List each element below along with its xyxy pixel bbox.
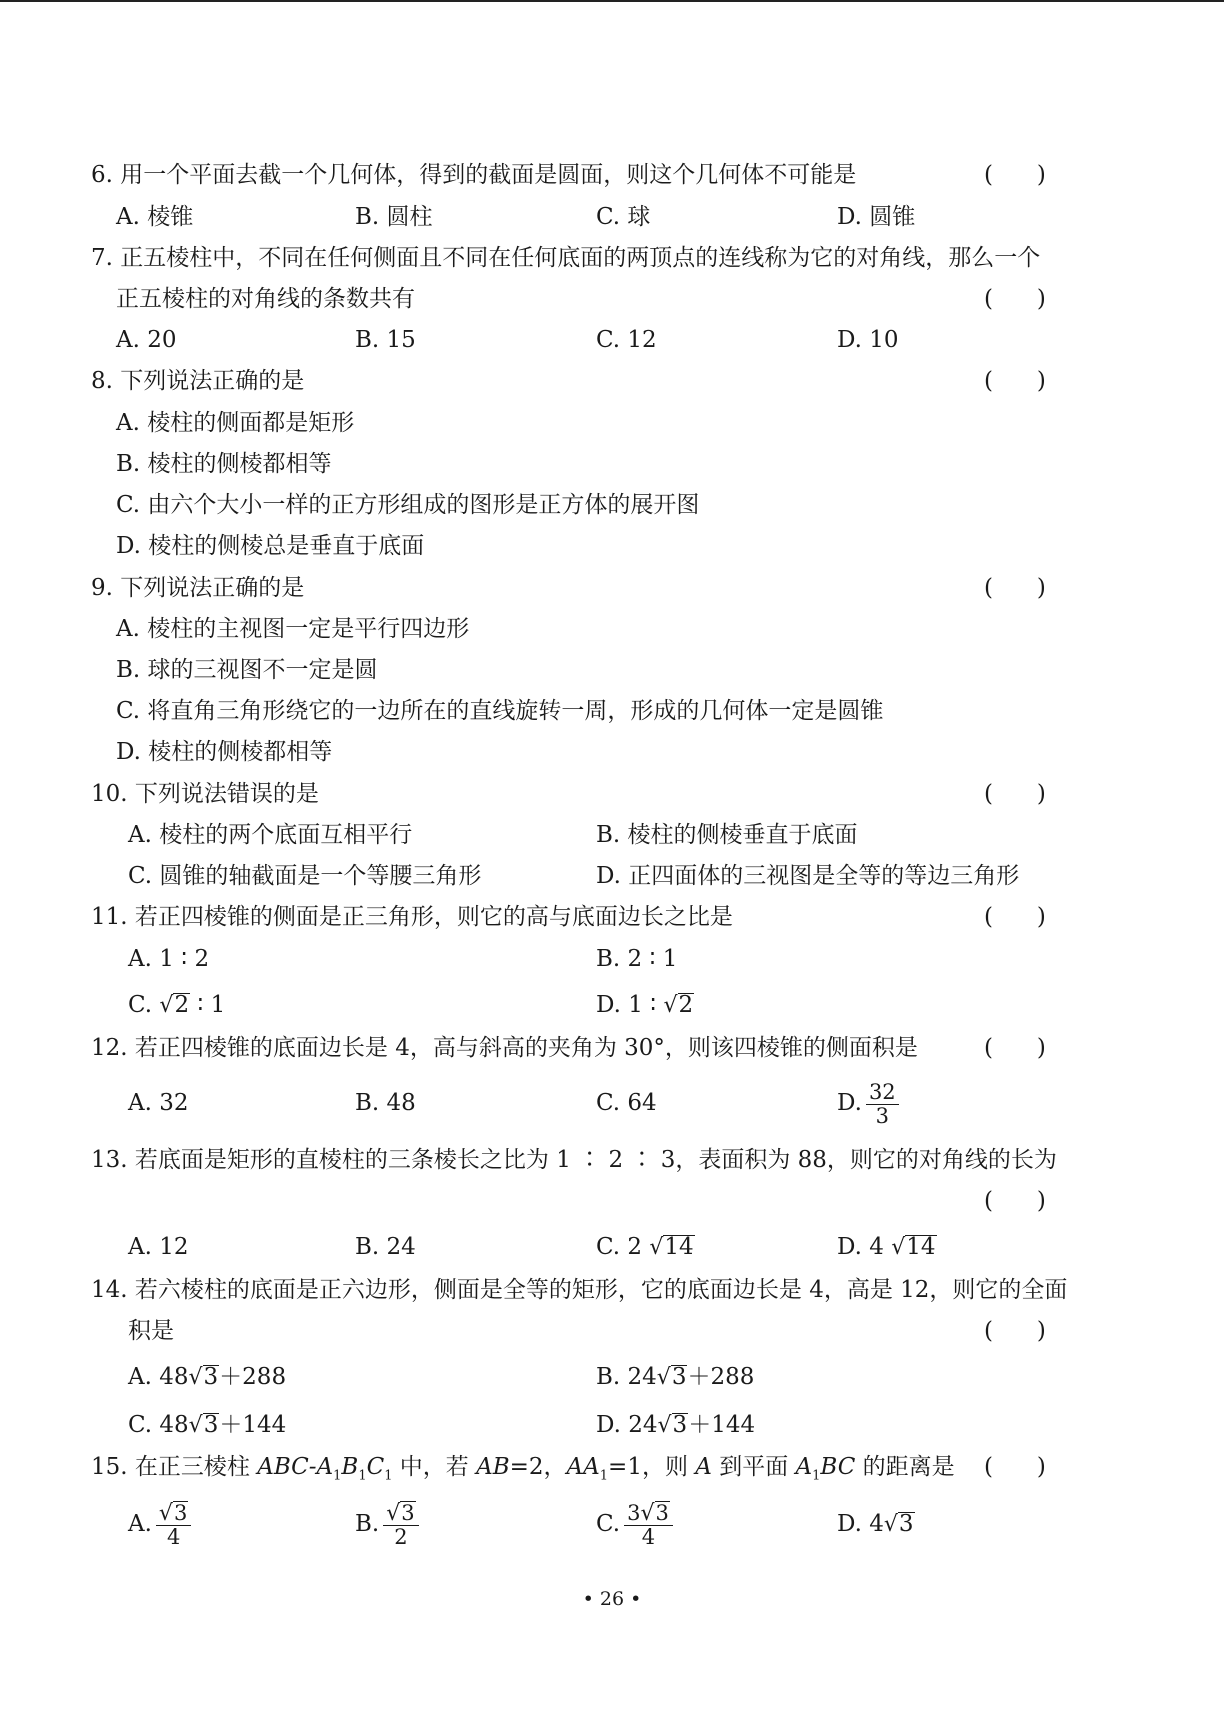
q15-b-label: B. xyxy=(355,1511,380,1537)
q15-b-denominator: 2 xyxy=(394,1525,408,1549)
q10-option-d: D. 正四面体的三视图是全等的等边三角形 xyxy=(596,863,1020,889)
q6-option-c: C. 球 xyxy=(596,204,651,230)
q15-prism-c: C xyxy=(366,1454,385,1480)
q14-b-radicand: 3 xyxy=(671,1364,687,1390)
q15-plane-bc: BC xyxy=(820,1454,856,1480)
q11-d-radicand: 2 xyxy=(678,992,694,1018)
q11-option-b: B. 2 ∶ 1 xyxy=(596,946,678,972)
q11-option-a: A. 1 ∶ 2 xyxy=(128,946,210,972)
q14-c-tail: ＋144 xyxy=(219,1412,287,1438)
q14-a-radicand: 3 xyxy=(203,1364,219,1390)
q15-a-label: A. xyxy=(128,1511,152,1537)
q15-option-a xyxy=(128,1496,191,1552)
q15-point-a: A xyxy=(695,1454,712,1480)
q9-answer-paren: ( ) xyxy=(984,575,1046,601)
q13-option-a: A. 12 xyxy=(128,1234,189,1260)
q15-ab: AB xyxy=(476,1454,510,1480)
q11-c-tail: ∶ 1 xyxy=(190,992,226,1018)
q12-d-label: D. xyxy=(837,1090,862,1116)
q6-option-d: D. 圆锥 xyxy=(837,204,916,230)
q15-a-fraction xyxy=(156,1501,191,1549)
q14-option-a xyxy=(128,1362,286,1393)
q15-prism-abc: ABC-A xyxy=(257,1454,334,1480)
q15-c-radicand: 3 xyxy=(655,1501,669,1525)
q15-text: 中，若 xyxy=(392,1454,477,1480)
page-number: • 26 • xyxy=(582,1588,642,1610)
q14-option-c xyxy=(128,1410,286,1441)
q7-option-c: C. 12 xyxy=(596,327,657,353)
q10-option-c: C. 圆锥的轴截面是一个等腰三角形 xyxy=(128,863,482,889)
q14-b-label: B. 24 xyxy=(596,1364,657,1390)
q12-stem: 12. 若正四棱锥的底面边长是 4，高与斜高的夹角为 30°，则该四棱锥的侧面积是 xyxy=(91,1035,918,1061)
q12-option-c: C. 64 xyxy=(596,1090,657,1116)
q15-option-b xyxy=(355,1496,419,1552)
q8-option-d: D. 棱柱的侧棱总是垂直于底面 xyxy=(116,533,425,559)
sqrt-symbol: √ xyxy=(891,1235,906,1260)
q15-prism-b: B xyxy=(341,1454,359,1480)
q14-stem-line2: 积是 xyxy=(128,1318,174,1344)
q15-text: =2， xyxy=(509,1454,567,1480)
q13-option-b: B. 24 xyxy=(355,1234,416,1260)
q10-option-b: B. 棱柱的侧棱垂直于底面 xyxy=(596,822,858,848)
q15-sub: 1 xyxy=(812,1468,821,1484)
q11-c-radicand: 2 xyxy=(174,992,190,1018)
q11-option-d xyxy=(596,990,694,1021)
q14-c-label: C. 48 xyxy=(128,1412,189,1438)
sqrt-symbol: √ xyxy=(188,1413,203,1438)
q7-option-b: B. 15 xyxy=(355,327,416,353)
q10-option-a: A. 棱柱的两个底面互相平行 xyxy=(128,822,413,848)
q15-prefix: 15. 在正三棱柱 xyxy=(91,1454,258,1480)
q10-answer-paren: ( ) xyxy=(984,781,1046,807)
q11-stem: 11. 若正四棱锥的侧面是正三角形，则它的高与底面边长之比是 xyxy=(91,904,733,930)
q14-d-label: D. 24 xyxy=(596,1412,658,1438)
sqrt-symbol: √ xyxy=(649,1235,664,1260)
q12-d-fraction xyxy=(866,1081,899,1128)
q6-option-a: A. 棱锥 xyxy=(116,204,194,230)
q15-plane-a: A xyxy=(795,1454,813,1480)
sqrt-symbol: √ xyxy=(663,993,678,1018)
q12-option-b: B. 48 xyxy=(355,1090,416,1116)
q10-stem: 10. 下列说法错误的是 xyxy=(91,781,319,807)
q15-sub: 1 xyxy=(384,1468,393,1484)
q15-c-coefficient: 3 xyxy=(627,1501,641,1525)
sqrt-symbol: √ xyxy=(188,1365,203,1390)
q15-d-radicand: 3 xyxy=(898,1511,914,1537)
q6-option-b: B. 圆柱 xyxy=(355,204,433,230)
q15-c-denominator: 4 xyxy=(641,1525,656,1549)
q7-option-d: D. 10 xyxy=(837,327,899,353)
q13-d-radicand: 14 xyxy=(906,1234,936,1260)
sqrt-symbol: √ xyxy=(159,993,174,1018)
q15-a-numerator xyxy=(156,1501,191,1526)
q11-answer-paren: ( ) xyxy=(984,904,1046,930)
q15-answer-paren: ( ) xyxy=(984,1454,1046,1480)
q14-stem-line1: 14. 若六棱柱的底面是正六边形，侧面是全等的矩形，它的底面边长是 4，高是 12，则它的全面 xyxy=(91,1277,1068,1303)
q11-c-label: C. xyxy=(128,992,160,1018)
q14-answer-paren: ( ) xyxy=(984,1318,1046,1344)
q15-option-d xyxy=(837,1509,915,1540)
q9-option-b: B. 球的三视图不一定是圆 xyxy=(116,657,378,683)
q8-option-b: B. 棱柱的侧棱都相等 xyxy=(116,451,332,477)
q9-option-d: D. 棱柱的侧棱都相等 xyxy=(116,739,333,765)
sqrt-symbol: √ xyxy=(883,1512,898,1537)
q7-stem-line1: 7. 正五棱柱中，不同在任何侧面且不同在任何底面的两顶点的连线称为它的对角线，那么一个 xyxy=(91,245,1041,271)
sqrt-symbol: √ xyxy=(158,1501,173,1526)
q15-b-radicand: 3 xyxy=(401,1501,415,1525)
q15-text: =1，则 xyxy=(608,1454,696,1480)
q15-option-c xyxy=(596,1496,673,1552)
q11-option-c xyxy=(128,990,225,1021)
q9-option-a: A. 棱柱的主视图一定是平行四边形 xyxy=(116,616,470,642)
q6-stem: 6. 用一个平面去截一个几何体，得到的截面是圆面，则这个几何体不可能是 xyxy=(91,162,857,188)
top-rule xyxy=(0,0,1224,2)
q12-d-denominator: 3 xyxy=(875,1103,889,1128)
q14-c-radicand: 3 xyxy=(203,1412,219,1438)
q8-option-c: C. 由六个大小一样的正方形组成的图形是正方体的展开图 xyxy=(116,492,700,518)
q15-b-fraction xyxy=(383,1501,418,1549)
q12-answer-paren: ( ) xyxy=(984,1035,1046,1061)
q15-c-numerator xyxy=(624,1501,673,1526)
q15-a-denominator: 4 xyxy=(166,1525,181,1549)
sqrt-symbol: √ xyxy=(386,1501,401,1526)
q8-option-a: A. 棱柱的侧面都是矩形 xyxy=(116,410,355,436)
q7-option-a: A. 20 xyxy=(116,327,177,353)
q14-b-tail: ＋288 xyxy=(687,1364,755,1390)
q15-a-radicand: 3 xyxy=(173,1501,188,1525)
q15-sub: 1 xyxy=(599,1468,609,1484)
q14-option-d xyxy=(596,1410,755,1441)
q13-stem: 13. 若底面是矩形的直棱柱的三条棱长之比为 1 ∶ 2 ∶ 3，表面积为 88，则它的对角线的长为 xyxy=(91,1147,1057,1173)
q13-d-label: D. 4 xyxy=(837,1234,884,1260)
q13-answer-paren: ( ) xyxy=(984,1188,1046,1214)
q9-option-c: C. 将直角三角形绕它的一边所在的直线旋转一周，形成的几何体一定是圆锥 xyxy=(116,698,884,724)
sqrt-symbol: √ xyxy=(640,1501,655,1526)
q15-sub: 1 xyxy=(333,1468,342,1484)
q12-d-numerator: 32 xyxy=(866,1081,899,1105)
q14-d-radicand: 3 xyxy=(672,1412,688,1438)
q15-text: 到平面 xyxy=(711,1454,796,1480)
q13-option-d xyxy=(837,1232,937,1263)
q7-answer-paren: ( ) xyxy=(984,286,1046,312)
q9-stem: 9. 下列说法正确的是 xyxy=(91,575,305,601)
q15-stem xyxy=(91,1452,955,1492)
q12-option-a: A. 32 xyxy=(128,1090,189,1116)
q11-d-label: D. 1 ∶ xyxy=(596,992,664,1018)
q15-sub: 1 xyxy=(358,1468,367,1484)
q8-stem: 8. 下列说法正确的是 xyxy=(91,368,305,394)
q15-c-label: C. xyxy=(596,1511,621,1537)
q14-d-tail: ＋144 xyxy=(688,1412,756,1438)
q13-c-label: C. 2 xyxy=(596,1234,643,1260)
q15-c-fraction xyxy=(624,1501,673,1549)
q12-option-d xyxy=(837,1076,899,1130)
q14-a-label: A. 48 xyxy=(128,1364,189,1390)
q15-d-label: D. 4 xyxy=(837,1511,884,1537)
q15-aa: AA xyxy=(566,1454,600,1480)
q15-suffix: 的距离是 xyxy=(855,1454,955,1480)
q14-option-b xyxy=(596,1362,754,1393)
sqrt-symbol: √ xyxy=(657,1413,672,1438)
q15-b-numerator xyxy=(383,1501,418,1526)
q13-c-radicand: 14 xyxy=(664,1234,694,1260)
q6-answer-paren: ( ) xyxy=(984,162,1046,188)
q7-stem-line2: 正五棱柱的对角线的条数共有 xyxy=(116,286,415,312)
q13-option-c xyxy=(596,1232,695,1263)
q14-a-tail: ＋288 xyxy=(219,1364,287,1390)
q8-answer-paren: ( ) xyxy=(984,368,1046,394)
sqrt-symbol: √ xyxy=(656,1365,671,1390)
